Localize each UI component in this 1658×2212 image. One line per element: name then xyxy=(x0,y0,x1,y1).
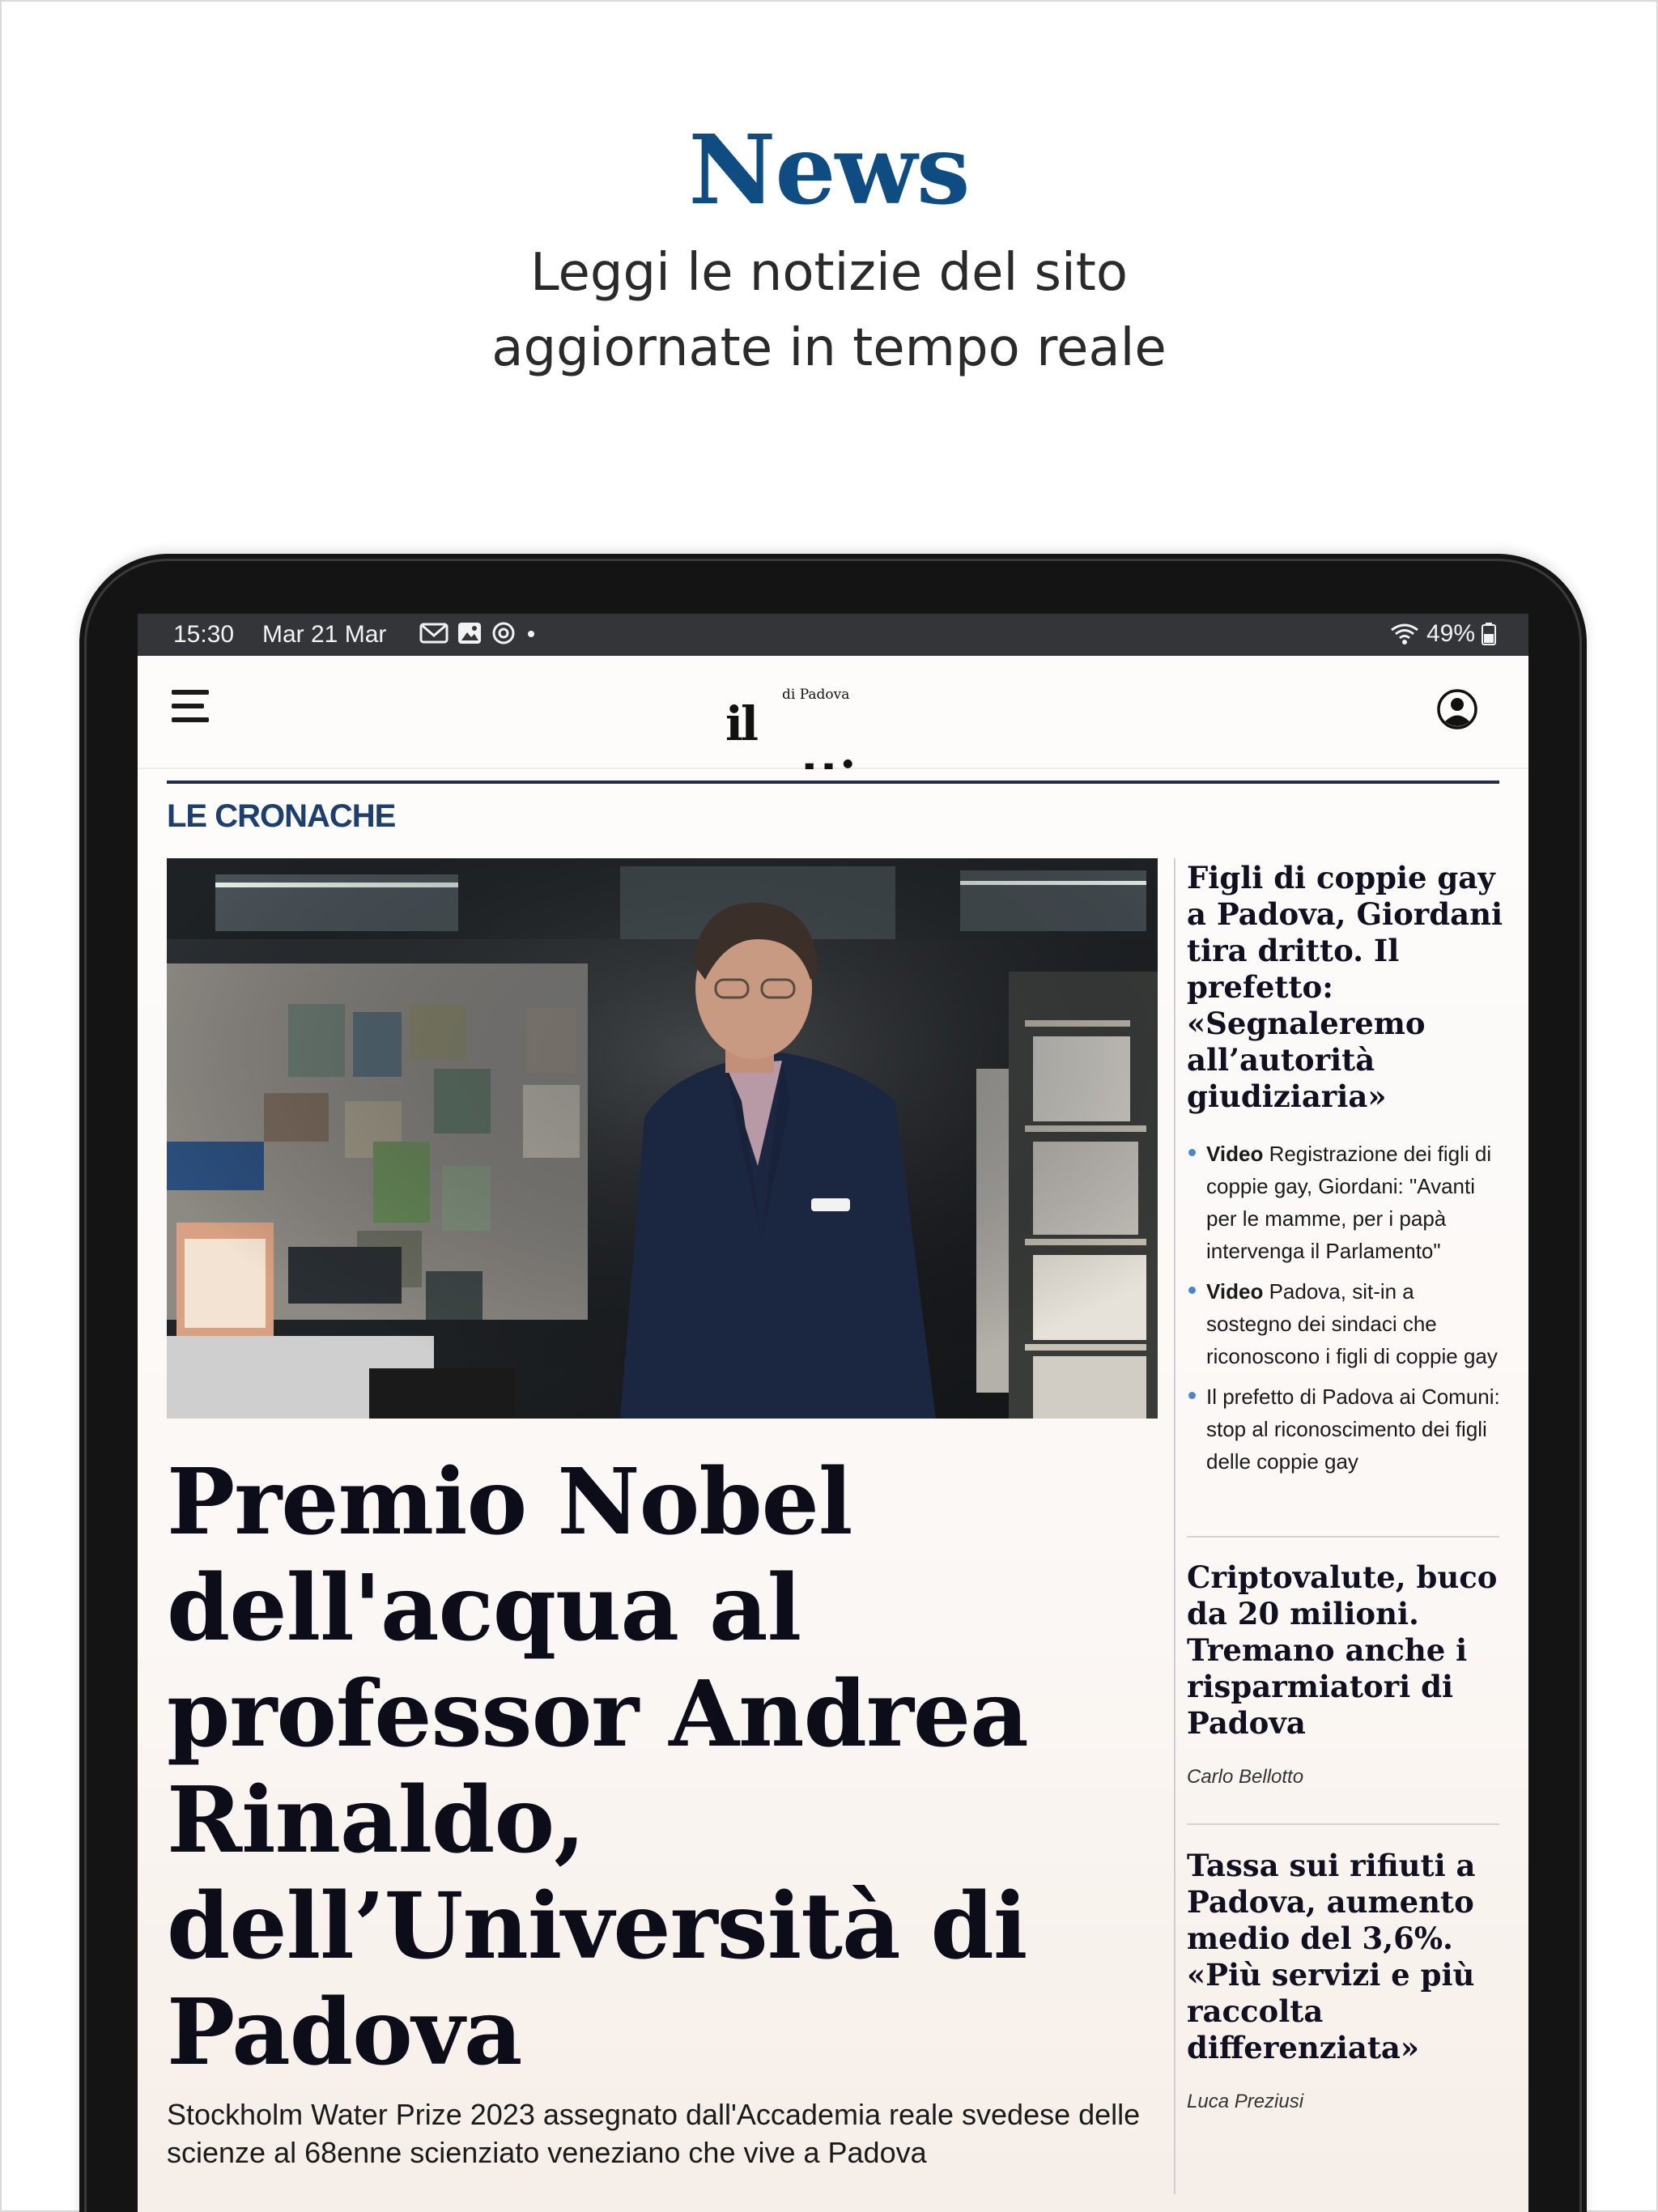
main-article-summary: Stockholm Water Prize 2023 assegnato dall'Accademia reale svedese delle scienze al 68enne scienziato veneziano che vive a Padova xyxy=(167,2098,1141,2169)
related-link-2[interactable] xyxy=(1187,1275,1504,1372)
app-logo[interactable] xyxy=(725,682,944,751)
side-article-2[interactable] xyxy=(1187,1559,1504,1789)
account-icon[interactable] xyxy=(1436,688,1478,730)
side-article-1[interactable] xyxy=(1187,860,1504,1486)
battery-percentage: 49% xyxy=(1426,620,1475,647)
menu-icon[interactable] xyxy=(172,690,212,725)
side-article-3-headline[interactable]: Tassa sui rifiuti a Padova, aumento medio del 3,6%. «Più servizi e più raccolta differenziata» xyxy=(1187,1848,1476,2065)
section-rule xyxy=(167,781,1499,784)
logo-subtitle: di Padova xyxy=(782,687,850,703)
related-link-3-text: Il prefetto di Padova ai Comuni: stop al riconoscimento dei figli delle coppie gay xyxy=(1206,1385,1500,1474)
battery-icon xyxy=(1482,622,1496,646)
column-divider xyxy=(1174,858,1175,2194)
mail-icon xyxy=(419,622,449,644)
side-article-2-author: Carlo Bellotto xyxy=(1187,1766,1304,1788)
logo-title: il xyxy=(725,696,757,751)
tablet-screen xyxy=(138,614,1528,2212)
main-article-photo-illustration xyxy=(167,858,1158,1419)
related-link-1-text: Registrazione dei figli di coppie gay, Giordani: "Avanti per le mamme, per i papà intervenga il Parlamento" xyxy=(1206,1142,1492,1263)
side-article-3[interactable] xyxy=(1187,1848,1504,2113)
promo-title: News xyxy=(688,113,970,226)
sync-icon xyxy=(491,620,517,646)
status-date: Mar 21 Mar xyxy=(262,621,387,648)
side-divider-2 xyxy=(1187,1823,1499,1825)
main-article-headline[interactable]: Premio Nobel dell'acqua al professor Andrea Rinaldo, dell’Università di Padova xyxy=(167,1449,1028,2086)
gallery-icon xyxy=(457,621,483,645)
related-link-1-tag: Video xyxy=(1206,1142,1264,1166)
side-article-1-headline[interactable]: Figli di coppie gay a Padova, Giordani tira dritto. Il prefetto: «Segnaleremo all’autorità giudiziaria» xyxy=(1187,860,1503,1114)
promo-subtitle-line2: aggiornate in tempo reale xyxy=(491,318,1167,378)
side-divider-1 xyxy=(1187,1536,1499,1538)
related-link-2-tag: Video xyxy=(1206,1279,1264,1304)
status-bar xyxy=(138,614,1528,656)
status-notification-icons xyxy=(419,620,538,646)
side-article-2-headline[interactable]: Criptovalute, buco da 20 milioni. Tremano anche i risparmiatori di Padova xyxy=(1187,1559,1498,1741)
status-system-icons xyxy=(1389,620,1496,648)
promo-subtitle-line1: Leggi le notizie del sito xyxy=(530,243,1128,303)
related-links-list xyxy=(1187,1138,1504,1478)
main-content xyxy=(138,769,1528,2212)
related-link-3[interactable] xyxy=(1187,1380,1504,1478)
section-title[interactable]: LE CRONACHE xyxy=(167,798,396,834)
status-time: 15:30 xyxy=(173,621,235,648)
app-bar xyxy=(138,656,1528,769)
main-article-photo[interactable] xyxy=(167,858,1158,1419)
wifi-icon xyxy=(1389,622,1420,646)
side-article-3-author: Luca Preziusi xyxy=(1187,2091,1304,2112)
related-link-1[interactable] xyxy=(1187,1138,1504,1267)
more-notifications-dot-icon xyxy=(525,627,538,640)
related-link-2-text: Padova, sit-in a sostegno dei sindaci che riconoscono i figli di coppie gay xyxy=(1206,1279,1498,1368)
